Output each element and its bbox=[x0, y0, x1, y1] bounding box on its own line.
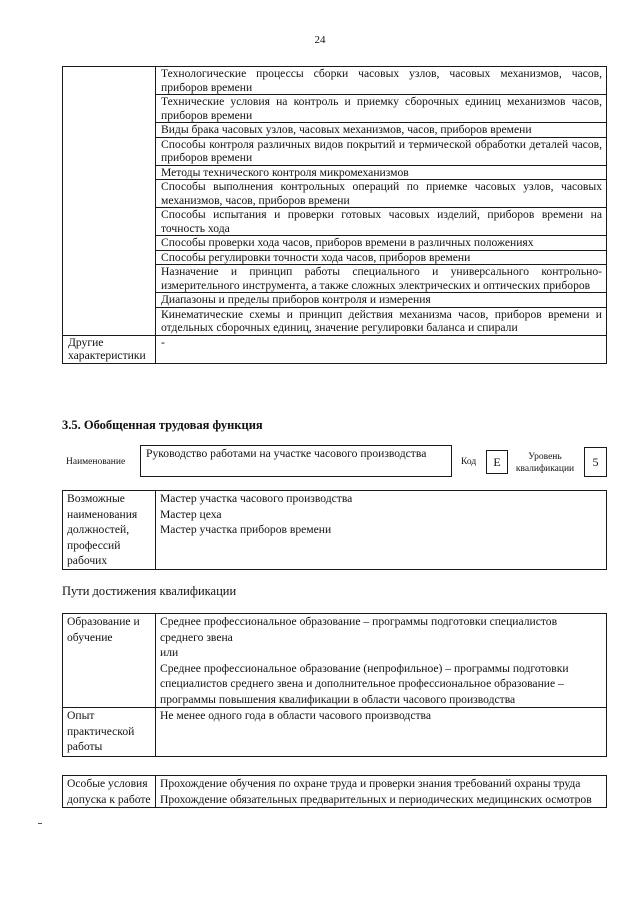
knowledge-item: Назначение и принцип работы специального и универсального контрольно-измерительного инструмента, а также сложных электрических и оптических приборов bbox=[156, 265, 607, 293]
education-value bbox=[156, 614, 607, 708]
table-row bbox=[63, 335, 607, 363]
education-line: Среднее профессиональное образование (непрофильное) – программы подготовки специалистов среднего звена и дополнительное профессиональное образование – программы повышения квалификации в области часового производства bbox=[160, 661, 569, 706]
knowledge-label-cell bbox=[63, 67, 156, 336]
special-conditions-table bbox=[62, 775, 607, 808]
special-conditions-label: Особые условия допуска к работе bbox=[63, 776, 156, 808]
section-title: 3.5. Обобщенная трудовая функция bbox=[62, 418, 263, 432]
knowledge-table bbox=[62, 66, 607, 364]
knowledge-item: Диапазоны и пределы приборов контроля и измерения bbox=[156, 293, 607, 308]
table-row bbox=[63, 491, 607, 570]
knowledge-item: Технические условия на контроль и приемку сборочных единиц механизмов часов, приборов времени bbox=[156, 95, 607, 123]
knowledge-item: Способы испытания и проверки готовых часовых изделий, приборов времени на точность хода bbox=[156, 208, 607, 236]
other-characteristics-value: - bbox=[156, 335, 607, 363]
experience-value: Не менее одного года в области часового производства bbox=[156, 708, 607, 757]
positions-label: Возможные наименования должностей, профессий рабочих bbox=[63, 491, 156, 570]
other-characteristics-label: Другие характеристики bbox=[63, 335, 156, 363]
qualification-table bbox=[62, 613, 607, 757]
name-value: Руководство работами на участке часового производства bbox=[140, 445, 452, 477]
table-row bbox=[63, 776, 607, 808]
special-condition-line: Прохождение обязательных предварительных и периодических медицинских осмотров bbox=[160, 792, 592, 806]
knowledge-item: Способы выполнения контрольных операций по приемке часовых узлов, часовых механизмов, часов, приборов времени bbox=[156, 180, 607, 208]
knowledge-item: Виды брака часовых узлов, часовых механизмов, часов, приборов времени bbox=[156, 123, 607, 138]
position-item: Мастер цеха bbox=[160, 507, 222, 521]
knowledge-item: Технологические процессы сборки часовых узлов, часовых механизмов, часов, приборов времени bbox=[156, 67, 607, 95]
knowledge-item: Способы проверки хода часов, приборов времени в различных положениях bbox=[156, 236, 607, 251]
name-label: Наименование bbox=[66, 457, 126, 467]
table-row bbox=[63, 708, 607, 757]
knowledge-item: Кинематические схемы и принцип действия механизма часов, приборов времени и отдельных сборочных единиц, значение регулировки баланса и спирали bbox=[156, 307, 607, 335]
position-item: Мастер участка часового производства bbox=[160, 492, 353, 505]
table-row bbox=[63, 67, 607, 95]
level-label: Уровень квалификации bbox=[515, 452, 575, 474]
positions-table bbox=[62, 490, 607, 570]
page-number: 24 bbox=[314, 34, 326, 46]
experience-label: Опыт практической работы bbox=[63, 708, 156, 757]
knowledge-item: Способы регулировки точности хода часов, приборов времени bbox=[156, 250, 607, 265]
position-item: Мастер участка приборов времени bbox=[160, 523, 332, 536]
education-label: Образование и обучение bbox=[63, 614, 156, 708]
paths-title: Пути достижения квалификации bbox=[62, 584, 237, 598]
code-value: Е bbox=[486, 450, 508, 474]
education-line: или bbox=[160, 646, 179, 659]
education-line: Среднее профессиональное образование – программы подготовки специалистов среднего звена bbox=[160, 615, 558, 644]
margin-mark bbox=[38, 823, 42, 824]
special-condition-line: Прохождение обучения по охране труда и проверки знания требований охраны труда bbox=[160, 777, 581, 790]
knowledge-item: Методы технического контроля микромеханизмов bbox=[156, 165, 607, 180]
level-value: 5 bbox=[584, 447, 607, 477]
knowledge-item: Способы контроля различных видов покрытий и термической обработки деталей часов, приборов времени bbox=[156, 137, 607, 165]
positions-list bbox=[156, 491, 607, 570]
special-conditions-value bbox=[156, 776, 607, 808]
code-label: Код bbox=[461, 457, 477, 467]
table-row bbox=[63, 614, 607, 708]
